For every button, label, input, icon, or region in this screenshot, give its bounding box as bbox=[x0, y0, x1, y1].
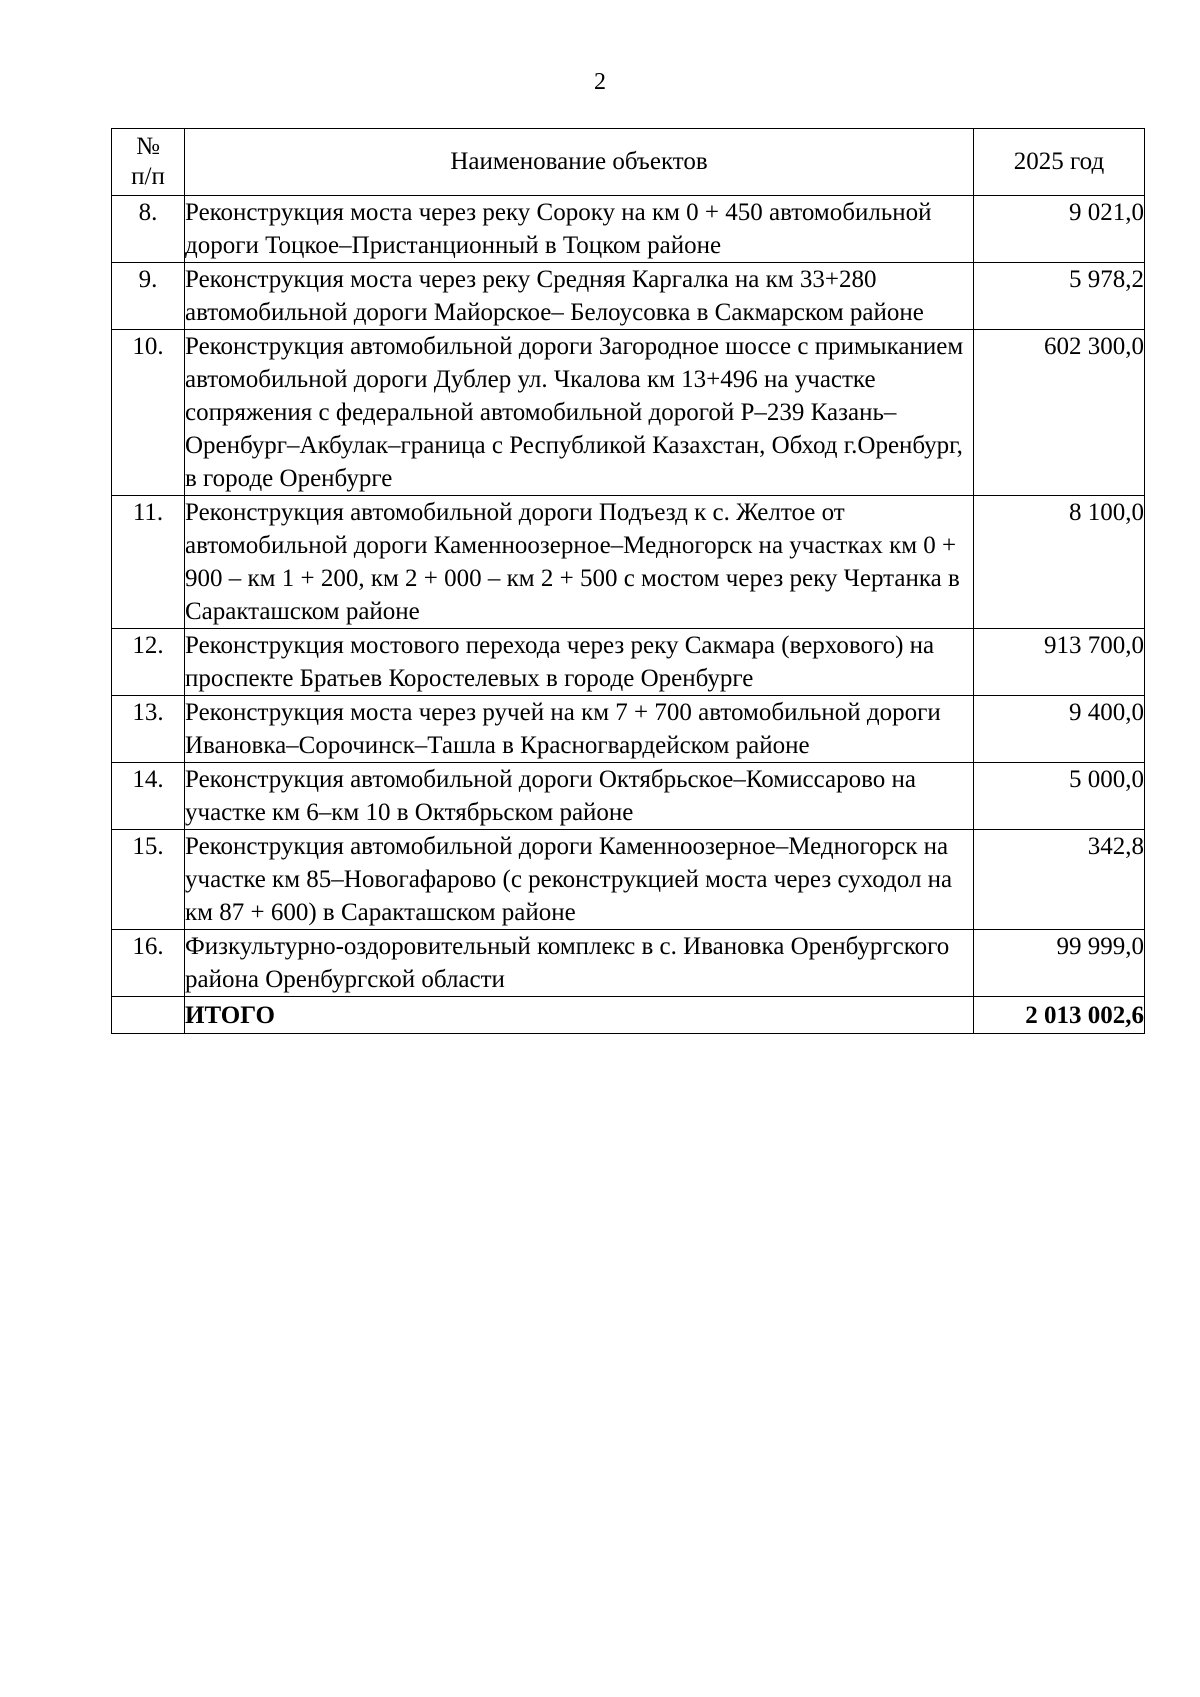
row-number: 12. bbox=[112, 629, 185, 696]
row-object-name: Реконструкция моста через реку Средняя Каргалка на км 33+280 автомобильной дороги Майорское– Белоусовка в Сакмарском районе bbox=[185, 263, 974, 330]
table-row bbox=[112, 263, 1145, 330]
row-number: 16. bbox=[112, 930, 185, 997]
row-number: 9. bbox=[112, 263, 185, 330]
header-object-name: Наименование объектов bbox=[185, 129, 974, 196]
objects-table bbox=[111, 128, 1145, 1034]
table-row bbox=[112, 696, 1145, 763]
header-number-line1: № bbox=[136, 133, 160, 160]
page-number: 2 bbox=[594, 69, 606, 95]
row-value: 5 000,0 bbox=[974, 763, 1145, 830]
total-number-cell bbox=[112, 997, 185, 1034]
table-row bbox=[112, 496, 1145, 629]
table-row bbox=[112, 629, 1145, 696]
header-year: 2025 год bbox=[974, 129, 1145, 196]
row-object-name: Реконструкция моста через ручей на км 7 + 700 автомобильной дороги Ивановка–Сорочинск–Ташла в Красногвардейском районе bbox=[185, 696, 974, 763]
table-header bbox=[112, 129, 1145, 196]
table-body bbox=[112, 196, 1145, 1034]
row-object-name: Реконструкция мостового перехода через реку Сакмара (верхового) на проспекте Братьев Коростелевых в городе Оренбурге bbox=[185, 629, 974, 696]
row-value: 9 021,0 bbox=[974, 196, 1145, 263]
row-number: 15. bbox=[112, 830, 185, 930]
row-value: 5 978,2 bbox=[974, 263, 1145, 330]
table-row bbox=[112, 830, 1145, 930]
table-row bbox=[112, 330, 1145, 496]
row-value: 913 700,0 bbox=[974, 629, 1145, 696]
table-row bbox=[112, 930, 1145, 997]
row-number: 10. bbox=[112, 330, 185, 496]
row-object-name: Реконструкция автомобильной дороги Загородное шоссе с примыканием автомобильной дороги Дублер ул. Чкалова км 13+496 на участке сопряжения с федеральной автомобильной дорогой Р–239 Казань–Оренбург–Акбулак–граница с Республикой Казахстан, Обход г.Оренбург, в городе Оренбурге bbox=[185, 330, 974, 496]
row-object-name: Реконструкция автомобильной дороги Подъезд к с. Желтое от автомобильной дороги Каменноозерное–Медногорск на участках км 0 + 900 – км 1 + 200, км 2 + 000 – км 2 + 500 с мостом через реку Чертанка в Саракташском районе bbox=[185, 496, 974, 629]
row-value: 8 100,0 bbox=[974, 496, 1145, 629]
table-row bbox=[112, 763, 1145, 830]
row-object-name: Реконструкция автомобильной дороги Октябрьское–Комиссарово на участке км 6–км 10 в Октябрьском районе bbox=[185, 763, 974, 830]
total-row bbox=[112, 997, 1145, 1034]
row-value: 602 300,0 bbox=[974, 330, 1145, 496]
row-number: 13. bbox=[112, 696, 185, 763]
total-value: 2 013 002,6 bbox=[974, 997, 1145, 1034]
header-number-line2: п/п bbox=[131, 163, 165, 190]
row-number: 8. bbox=[112, 196, 185, 263]
row-value: 342,8 bbox=[974, 830, 1145, 930]
row-object-name: Физкультурно-оздоровительный комплекс в с. Ивановка Оренбургского района Оренбургской области bbox=[185, 930, 974, 997]
row-number: 11. bbox=[112, 496, 185, 629]
total-label: ИТОГО bbox=[185, 997, 974, 1034]
row-object-name: Реконструкция автомобильной дороги Каменноозерное–Медногорск на участке км 85–Новогафарово (с реконструкцией моста через суходол на км 87 + 600) в Саракташском районе bbox=[185, 830, 974, 930]
row-object-name: Реконструкция моста через реку Сороку на км 0 + 450 автомобильной дороги Тоцкое–Пристанционный в Тоцком районе bbox=[185, 196, 974, 263]
header-row bbox=[112, 129, 1145, 196]
table-row bbox=[112, 196, 1145, 263]
header-number bbox=[112, 129, 185, 196]
row-value: 99 999,0 bbox=[974, 930, 1145, 997]
row-value: 9 400,0 bbox=[974, 696, 1145, 763]
row-number: 14. bbox=[112, 763, 185, 830]
